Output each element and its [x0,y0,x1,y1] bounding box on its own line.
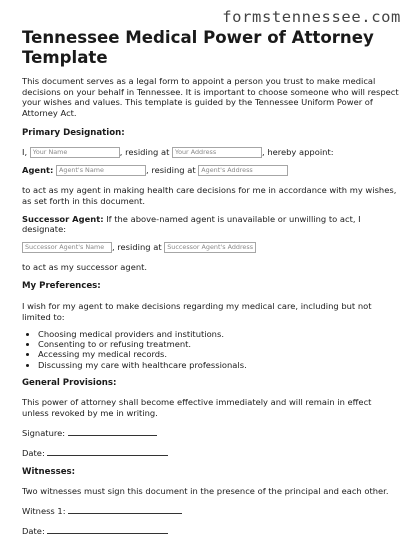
signature-label: Signature: [22,428,66,439]
witness1-line [22,505,400,517]
witnesses-heading: Witnesses: [22,466,76,477]
date-line [22,447,400,459]
successor-after-text: to act as my successor agent. [22,261,148,272]
list-item: • Accessing my medical records. [38,349,400,359]
residing-text: , residing at [119,147,170,158]
preferences-list [22,329,400,371]
witness1-field[interactable] [68,505,182,514]
signature-field[interactable] [68,427,157,436]
preferences-text: I wish for my agent to make decisions regarding my medical care, including but not limited to: [22,301,372,322]
date-field[interactable] [47,447,168,456]
agent-label: Agent: [22,165,54,176]
witnesses-text: Two witnesses must sign this document in the presence of the principal and each other. [22,485,389,496]
agent-line [22,165,400,176]
title-line-2: Template [22,48,108,67]
signature-line [22,427,400,439]
witness-date-field[interactable] [47,525,168,534]
general-provisions-heading: General Provisions: [22,378,117,389]
document-title [22,28,400,68]
agent-residing-text: , residing at [146,165,196,176]
agent-address-input[interactable]: Agent's Address [198,165,288,176]
title-line-1: Tennessee Medical Power of Attorney [22,28,374,47]
i-label: I, [22,147,28,158]
successor-line [22,242,400,253]
agent-name-input[interactable]: Agent's Name [56,165,146,176]
successor-label: Successor Agent: [22,213,104,224]
witness-date-label: Date: [22,525,45,536]
document-page [22,28,400,536]
intro-paragraph: This document serves as a legal form to appoint a person you trust to make medical decisions on your behalf in Tennessee. It is important to choose someone who will respect your wishes and values. This template is guided by the Tennessee Uniform Power of Attorney Act. [22,76,399,118]
principal-line [22,147,400,158]
primary-designation-heading: Primary Designation: [22,128,125,139]
successor-residing-text: , residing at [112,241,162,252]
successor-address-input[interactable]: Successor Agent's Address [164,242,256,253]
list-item: • Choosing medical providers and institutions. [38,329,400,339]
witness1-label: Witness 1: [22,506,66,517]
list-item: • Discussing my care with healthcare professionals. [38,360,400,370]
agent-description: to act as my agent in making health care decisions for me in accordance with my wishes, as set forth in this document. [22,185,397,206]
appoint-text: , hereby appoint: [262,147,334,158]
general-provisions-text: This power of attorney shall become effective immediately and will remain in effect unless revoked by me in writing. [22,397,372,418]
successor-paragraph [22,214,400,235]
list-item: • Consenting to or refusing treatment. [38,339,400,349]
successor-text: If the above-named agent is unavailable or unwilling to act, I designate: [22,213,361,235]
your-address-input[interactable]: Your Address [172,147,262,158]
date-label: Date: [22,447,45,458]
witness-date-line [22,525,400,537]
site-watermark: formstennessee.com [222,8,401,26]
your-name-input[interactable]: Your Name [30,147,120,158]
successor-name-input[interactable]: Successor Agent's Name [22,242,112,253]
preferences-heading: My Preferences: [22,281,101,292]
